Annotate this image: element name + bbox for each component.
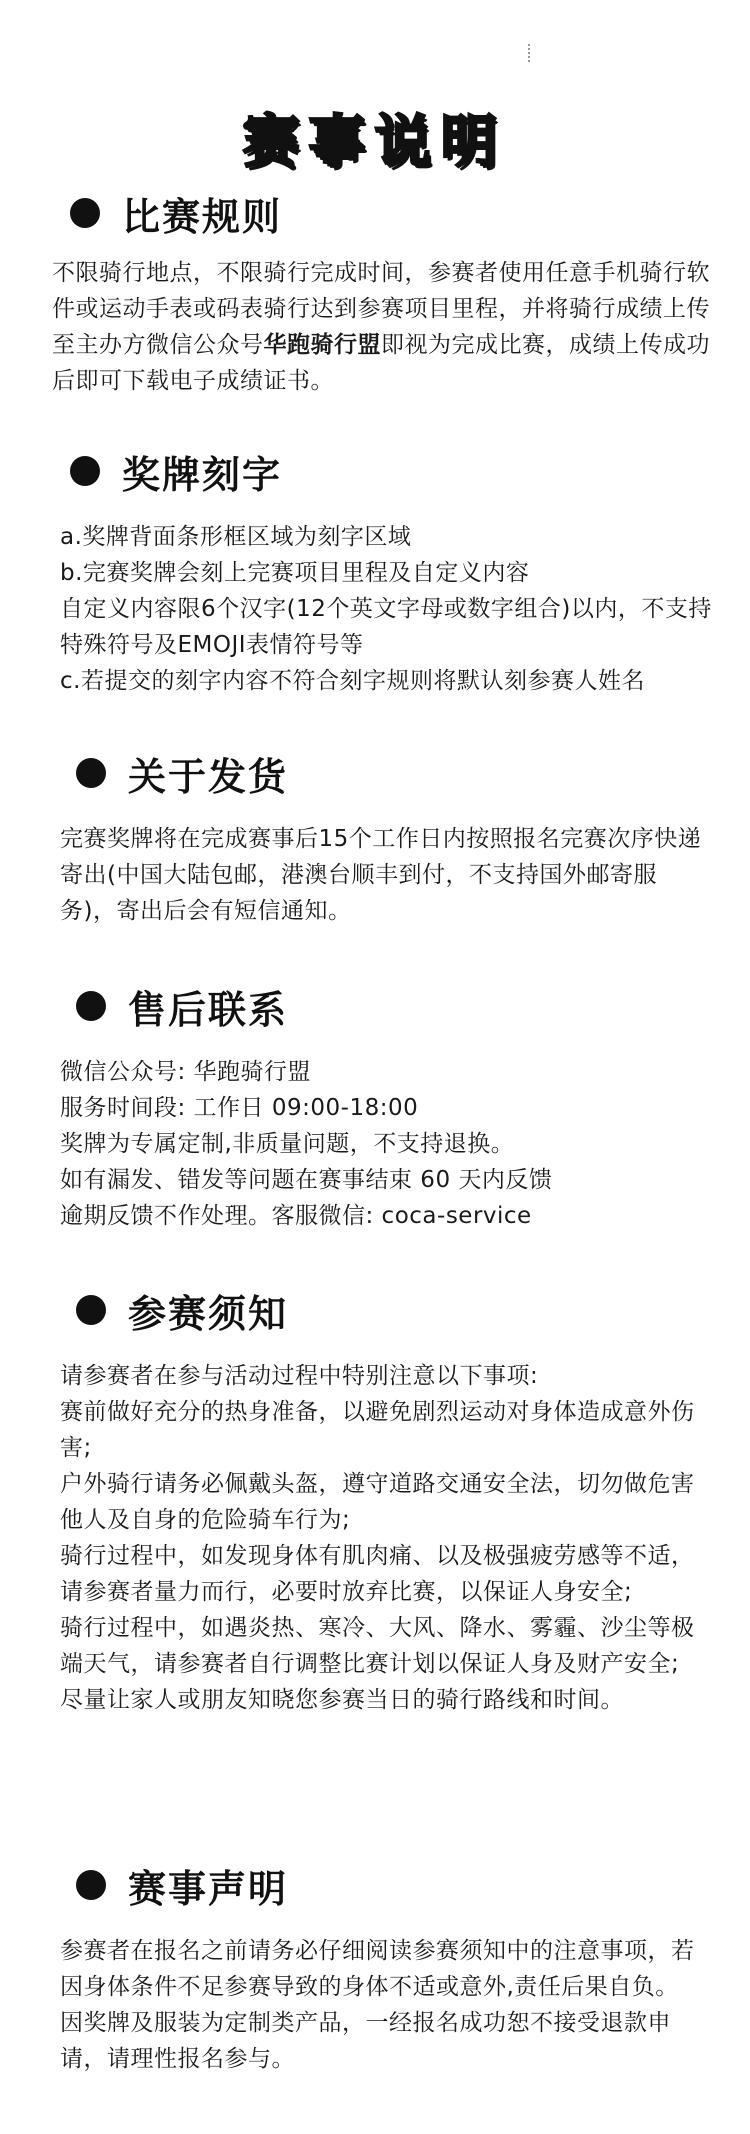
section-engraving bbox=[60, 443, 720, 699]
section-title: 奖牌刻字 bbox=[122, 451, 283, 497]
section-body bbox=[60, 519, 720, 699]
section-body bbox=[60, 1054, 710, 1234]
contact-line: 服务时间段: 工作日 09:00-18:00 bbox=[60, 1095, 419, 1121]
bullet-icon bbox=[70, 456, 100, 486]
list-item: b.完赛奖牌会刻上完赛项目里程及自定义内容 bbox=[60, 560, 530, 586]
contact-line: 如有漏发、错发等问题在赛事结束 60 天内反馈 bbox=[60, 1167, 553, 1193]
section-title: 参赛须知 bbox=[128, 1290, 289, 1336]
section-body bbox=[60, 1358, 700, 1718]
list-item: 户外骑行请务必佩戴头盔，遵守道路交通安全法，切勿做危害他人及自身的危险骑车行为; bbox=[60, 1471, 695, 1533]
list-item: 骑行过程中，如遇炎热、寒冷、大风、降水、雾霾、沙尘等极端天气，请参赛者自行调整比赛计划以保证人身及财产安全; bbox=[60, 1615, 695, 1677]
list-item: 赛前做好充分的热身准备，以避免剧烈运动对身体造成意外伤害; bbox=[60, 1399, 695, 1461]
text-segment: 即视为完成比赛，成绩上传成功后即可下载电子成绩证书。 bbox=[52, 332, 710, 394]
section-body bbox=[60, 821, 710, 929]
list-item: c.若提交的刻字内容不符合刻字规则将默认刻参赛人姓名 bbox=[60, 668, 645, 694]
bullet-icon bbox=[70, 198, 100, 228]
section-title: 售后联系 bbox=[128, 986, 289, 1032]
section-heading bbox=[60, 443, 720, 499]
paragraph: 完赛奖牌将在完成赛事后15个工作日内按照报名完赛次序快递寄出(中国大陆包邮，港澳台顺丰到付，不支持国外邮寄服务)，寄出后会有短信通知。 bbox=[60, 826, 702, 924]
contact-line: 奖牌为专属定制,非质量问题，不支持退换。 bbox=[60, 1131, 515, 1157]
contact-line: 微信公众号: 华跑骑行盟 bbox=[60, 1059, 312, 1085]
paragraph: 参赛者在报名之前请务必仔细阅读参赛须知中的注意事项，若因身体条件不足参赛导致的身体不适或意外,责任后果自负。因奖牌及服装为定制类产品，一经报名成功恕不接受退款申请，请理性报名参与。 bbox=[60, 1938, 695, 2072]
contact-line: 逾期反馈不作处理。客服微信: coca-service bbox=[60, 1203, 532, 1229]
list-item: 请参赛者在参与活动过程中特别注意以下事项: bbox=[60, 1363, 539, 1389]
bullet-icon bbox=[76, 991, 106, 1021]
bullet-icon bbox=[76, 1870, 106, 1900]
page-title: 赛事说明 bbox=[243, 109, 507, 175]
list-item: a.奖牌背面条形框区域为刻字区域 bbox=[60, 524, 412, 550]
section-statement bbox=[60, 1857, 700, 2077]
section-title: 关于发货 bbox=[128, 753, 289, 799]
section-body bbox=[60, 1933, 700, 2077]
section-title: 比赛规则 bbox=[122, 193, 283, 239]
bullet-icon bbox=[76, 758, 106, 788]
text-segment: 不限骑行地点，不限骑行完成时间，参赛者使用任意手机骑行软件或运动手表或码表骑行达到参赛项目里程，并将骑行成绩上传至主办方微信公众号 bbox=[52, 260, 710, 358]
section-heading bbox=[60, 978, 710, 1034]
list-item: 尽量让家人或朋友知晓您参赛当日的骑行路线和时间。 bbox=[60, 1687, 624, 1713]
list-item: 骑行过程中，如发现身体有肌肉痛、以及极强疲劳感等不适，请参赛者量力而行，必要时放弃比赛，以保证人身安全; bbox=[60, 1543, 695, 1605]
section-notice bbox=[60, 1282, 700, 1718]
section-heading bbox=[60, 1857, 700, 1913]
section-rules bbox=[52, 185, 712, 399]
section-heading bbox=[52, 185, 712, 241]
decorative-mark bbox=[528, 44, 532, 62]
section-after-sales bbox=[60, 978, 710, 1234]
section-shipping bbox=[60, 745, 710, 929]
account-name: 华跑骑行盟 bbox=[263, 332, 381, 358]
list-item: 自定义内容限6个汉字(12个英文字母或数字组合)以内，不支持特殊符号及EMOJI表情符号等 bbox=[60, 596, 712, 658]
paragraph bbox=[52, 255, 712, 399]
section-title: 赛事声明 bbox=[128, 1865, 289, 1911]
bullet-icon bbox=[76, 1295, 106, 1325]
section-heading bbox=[60, 1282, 700, 1338]
section-body bbox=[52, 255, 712, 399]
section-heading bbox=[60, 745, 710, 801]
